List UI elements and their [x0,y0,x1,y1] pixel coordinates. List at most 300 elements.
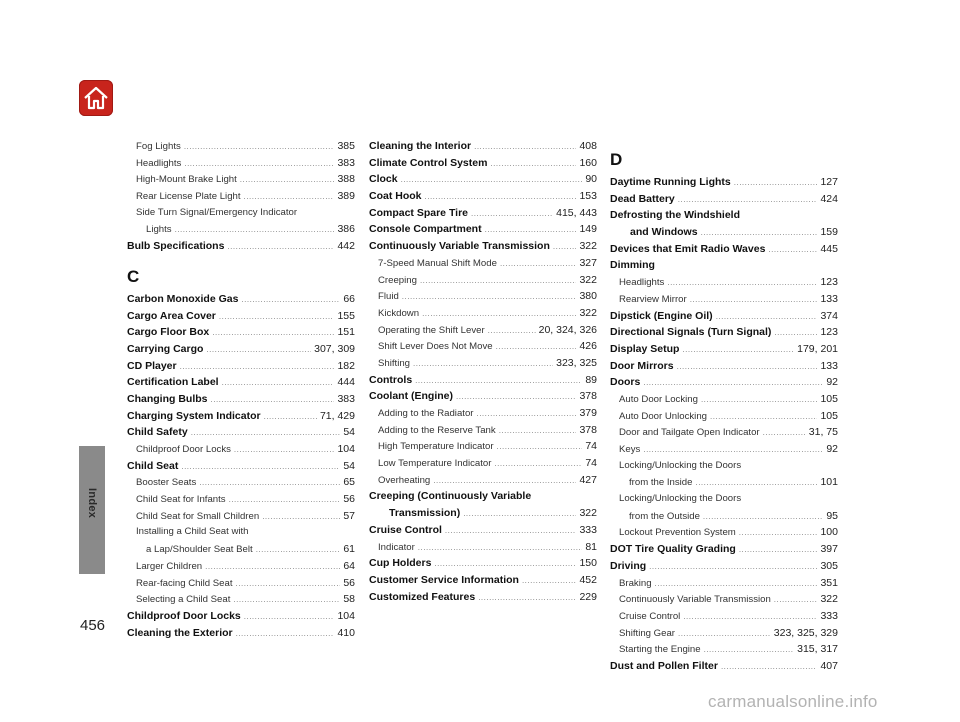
index-entry-label: Booster Seats [136,477,197,489]
index-entry[interactable] [127,625,355,642]
index-entry[interactable] [369,205,597,222]
index-entry-label: High Temperature Indicator [378,441,494,453]
index-entry-label: High-Mount Brake Light [136,174,237,186]
dot-leader [191,424,341,442]
index-entry-label: CD Player [127,359,177,372]
index-entry-label: Cruise Control [369,523,442,536]
index-entry-label: Customized Features [369,590,476,603]
index-entry-label: Child Seat for Infants [136,494,226,506]
index-entry-page[interactable]: 57 [343,509,355,522]
index-entry[interactable] [610,274,838,291]
dot-leader [683,609,817,626]
index-entry-label: Cleaning the Interior [369,140,472,152]
index-entry-page[interactable]: 92 [826,376,838,389]
index-entry-label: Cargo Area Cover [127,309,216,322]
index-entry[interactable] [127,238,355,255]
index-entry[interactable] [127,474,355,491]
index-entry-page[interactable]: 333 [820,609,838,622]
index-entry[interactable] [369,589,597,606]
dot-leader [494,456,582,473]
dot-leader [485,221,577,239]
index-entry-page[interactable]: 56 [343,493,355,506]
dot-leader [474,138,576,156]
index-entry [610,257,838,274]
index-entry[interactable] [127,508,355,525]
index-entry-label: Dust and Pollen Filter [610,659,718,672]
dot-leader [420,273,577,290]
index-entry[interactable] [369,272,597,289]
dot-leader [553,238,577,256]
index-entry-label: Locking/Unlocking the Doors [619,459,742,471]
index-entry-page[interactable]: 81 [585,540,597,553]
index-entry-page[interactable]: 323, 325 [556,356,597,369]
index-entry-label: Rear-facing Child Seat [136,577,233,589]
dot-leader [222,374,335,392]
dot-leader [402,289,577,306]
index-entry [127,524,355,541]
index-side-label: Index [86,488,98,519]
index-entry-label: Childproof Door Locks [136,444,231,455]
page-number: 456 [80,617,106,634]
index-entry-page[interactable]: 20, 324, 326 [538,323,597,336]
index-entry-label: Dead Battery [610,192,675,205]
index-entry-label: Low Temperature Indicator [378,458,492,470]
index-entry-page[interactable]: 149 [579,223,597,236]
index-entry-label: Dipstick (Engine Oil) [610,309,713,322]
index-entry-label: Side Turn Signal/Emergency Indicator [136,206,298,218]
index-entry[interactable] [369,539,597,556]
index-entry[interactable] [369,438,597,455]
index-entry-page[interactable]: 90 [585,173,597,186]
dot-leader [488,323,536,340]
index-entry-page[interactable]: 378 [579,390,597,403]
index-entry-page[interactable]: 155 [337,309,355,322]
index-entry-page[interactable]: 159 [820,226,838,239]
index-column-1 [127,138,355,641]
index-entry[interactable] [127,138,355,155]
index-entry-page[interactable]: 410 [337,626,355,639]
index-entry[interactable] [610,308,838,325]
dot-leader [175,222,335,239]
index-entry[interactable] [610,358,838,375]
index-entry-page[interactable]: 92 [826,443,838,455]
index-entry[interactable] [610,441,838,458]
dot-leader [649,558,817,576]
index-entry [610,207,838,224]
dot-leader [206,341,311,359]
index-entry-page[interactable]: 89 [585,373,597,386]
index-entry-page[interactable]: 150 [579,557,597,570]
dot-leader [227,238,334,256]
index-entry-label: DOT Tire Quality Grading [610,543,736,556]
index-entry-page[interactable]: 123 [820,276,838,289]
index-entry-label: Driving [610,559,647,572]
dot-leader [211,391,335,409]
index-entry[interactable] [127,155,355,172]
index-entry-page[interactable]: 351 [820,576,838,589]
index-entry-page[interactable]: 322 [579,240,597,253]
index-entry-page[interactable]: 179, 201 [797,342,838,355]
index-entry-page[interactable]: 74 [585,457,597,470]
index-entry-label: Locking/Unlocking the Doors [619,493,742,505]
dot-leader [401,171,583,189]
index-entry-label: Headlights [619,277,665,289]
dot-leader [655,576,818,593]
index-entry[interactable] [610,524,838,541]
index-entry-page[interactable]: 383 [337,156,355,169]
index-entry[interactable] [127,408,355,425]
dot-leader [256,542,341,559]
index-entry[interactable] [610,324,838,341]
index-entry-page[interactable]: 323, 325, 329 [773,626,838,639]
index-entry-label: Cruise Control [619,610,681,622]
index-entry[interactable] [127,424,355,441]
index-entry-page[interactable]: 385 [337,140,355,152]
index-entry[interactable] [610,558,838,575]
dot-leader [721,658,818,676]
dot-leader [456,388,576,406]
index-entry[interactable] [369,322,597,339]
index-entry-page[interactable]: 380 [579,290,597,303]
dot-leader [774,324,817,342]
index-entry[interactable] [610,474,838,491]
index-entry-label: Daytime Running Lights [610,176,731,188]
dot-leader [701,224,818,242]
dot-leader [667,275,817,292]
index-entry-label: Charging System Indicator [127,409,261,422]
index-entry-label: Creeping (Continuously Variable [369,490,532,503]
watermark-text: carmanualsonline.info [708,692,878,711]
index-entry-page[interactable]: 388 [337,173,355,186]
dot-leader [422,306,576,323]
index-entry-page[interactable]: 408 [579,140,597,152]
index-entry-label: Continuously Variable Transmission [369,240,550,253]
index-entry-label: Door Mirrors [610,359,674,372]
index-entry[interactable] [610,374,838,391]
index-entry-label: Changing Bulbs [127,392,208,405]
index-entry-label: and Windows [630,226,698,239]
index-entry[interactable] [127,188,355,205]
index-entry-page[interactable]: 407 [820,659,838,672]
index-entry-page[interactable]: 452 [579,573,597,586]
index-entry[interactable] [369,171,597,188]
index-entry[interactable] [127,575,355,592]
dot-leader [241,291,340,309]
index-entry[interactable] [369,522,597,539]
dot-leader [478,589,576,607]
index-entry-page[interactable]: 61 [343,543,355,556]
dot-leader [522,572,577,590]
index-entry-page[interactable]: 378 [579,423,597,436]
dot-leader [212,324,334,342]
dot-leader [678,191,818,209]
index-entry-page[interactable]: 305 [820,559,838,572]
index-entry[interactable] [369,405,597,422]
dot-leader [413,356,553,373]
dot-leader [704,642,795,659]
dot-leader [184,156,334,173]
index-entry-page[interactable]: 374 [820,309,838,322]
index-entry-page[interactable]: 66 [343,292,355,305]
index-entry[interactable] [610,591,838,608]
index-entry[interactable] [610,641,838,658]
index-entry[interactable] [610,508,838,525]
index-entry[interactable] [369,188,597,205]
index-column-2 [369,138,597,605]
index-entry-label: Starting the Engine [619,644,701,656]
index-entry-page[interactable]: 65 [343,476,355,489]
dot-leader [739,541,818,559]
index-entry [610,458,838,475]
dot-leader [682,341,794,359]
index-entry[interactable] [610,241,838,258]
index-entry[interactable] [369,355,597,372]
index-entry-label: Headlights [136,157,182,169]
index-entry-page[interactable]: 54 [343,459,355,472]
index-entry-page[interactable]: 229 [579,590,597,603]
index-entry-page[interactable]: 383 [337,392,355,405]
index-entry [610,491,838,508]
index-entry[interactable] [127,171,355,188]
index-entry-page[interactable]: 105 [820,409,838,422]
index-entry-label: Defrosting the Windshield [610,209,740,222]
index-entry-page[interactable]: 74 [585,440,597,453]
index-entry[interactable] [369,422,597,439]
dot-leader [643,442,823,459]
dot-leader [233,592,340,609]
index-entry-label: Adding to the Radiator [378,408,474,419]
index-entry[interactable] [127,308,355,325]
index-entry[interactable] [610,625,838,642]
index-entry[interactable] [127,358,355,375]
index-entry-page[interactable]: 54 [343,426,355,439]
index-entry-label: Console Compartment [369,223,482,236]
index-entry[interactable] [127,341,355,358]
index-entry[interactable] [610,224,838,241]
index-entry-label: Installing a Child Seat with [136,526,249,538]
index-entry-label: from the Outside [629,510,700,522]
index-entry-page[interactable]: 104 [337,443,355,455]
index-entry-label: Continuously Variable Transmission [619,594,771,606]
index-entry[interactable] [369,388,597,405]
index-entry-page[interactable]: 104 [337,609,355,622]
index-entry-page[interactable]: 445 [820,242,838,255]
dot-leader [497,439,583,456]
index-entry-page[interactable]: 386 [337,223,355,236]
home-button[interactable] [79,80,113,116]
index-entry[interactable] [369,372,597,389]
index-entry-page[interactable]: 64 [343,559,355,572]
index-entry[interactable] [610,391,838,408]
index-entry-page[interactable]: 100 [820,526,838,539]
index-entry[interactable] [369,138,597,155]
dot-leader [418,540,583,557]
index-entry-page[interactable]: 123 [820,326,838,339]
index-entry-page[interactable]: 415, 443 [556,206,597,219]
dot-leader [445,522,577,540]
index-entry[interactable] [127,391,355,408]
dot-leader [763,425,806,442]
index-entry-page[interactable]: 56 [343,576,355,589]
index-entry[interactable] [610,575,838,592]
dot-leader [471,205,553,223]
index-entry-page[interactable]: 424 [820,192,838,205]
index-entry-page[interactable]: 307, 309 [314,342,355,355]
dot-leader [434,555,576,573]
index-entry-page[interactable]: 153 [579,190,597,203]
dot-leader [703,509,823,526]
dot-leader [768,241,817,259]
index-entry-page[interactable]: 397 [820,543,838,556]
index-entry-page[interactable]: 71, 429 [319,409,355,422]
dot-leader [701,392,818,409]
index-entry-page[interactable]: 322 [579,306,597,319]
index-entry-page[interactable]: 442 [337,240,355,253]
index-entry[interactable] [610,541,838,558]
index-entry-label: Rear License Plate Light [136,191,241,203]
index-entry-label: Shifting Gear [619,627,675,639]
index-entry[interactable] [369,221,597,238]
index-entry-label: a Lap/Shoulder Seat Belt [146,544,253,556]
index-entry-label: Devices that Emit Radio Waves [610,242,766,255]
index-entry [369,488,597,505]
dot-leader [234,442,335,459]
dot-leader [199,475,340,492]
index-entry-page[interactable]: 133 [820,359,838,372]
index-entry-label: Certification Label [127,376,219,389]
dot-leader [476,406,576,423]
index-entry-label: Cup Holders [369,557,432,570]
dot-leader [425,188,577,206]
index-entry-page[interactable]: 105 [820,392,838,405]
index-entry-page[interactable]: 58 [343,593,355,606]
index-entry-label: Creeping [378,274,417,286]
index-entry[interactable] [610,191,838,208]
index-entry[interactable] [610,608,838,625]
index-entry-label: Clock [369,173,398,186]
index-entry-page[interactable]: 101 [820,476,838,489]
index-entry[interactable] [127,458,355,475]
index-entry[interactable] [369,255,597,272]
index-entry [127,205,355,222]
dot-leader [180,358,335,376]
index-entry-label: Coolant (Engine) [369,390,453,403]
index-entry[interactable] [127,591,355,608]
index-section-letter: D [610,150,623,169]
index-entry-page[interactable]: 327 [579,256,597,269]
index-entry-page[interactable]: 133 [820,292,838,305]
index-entry-label: Operating the Shift Lever [378,324,485,336]
index-entry[interactable] [127,291,355,308]
index-entry-page[interactable]: 427 [579,473,597,486]
index-entry-page[interactable]: 160 [579,156,597,169]
index-entry[interactable] [610,408,838,425]
index-entry[interactable] [127,608,355,625]
index-entry-page[interactable]: 444 [337,376,355,389]
index-entry-label: Cleaning the Exterior [127,626,233,639]
index-entry[interactable] [610,291,838,308]
index-entry[interactable] [369,238,597,255]
index-entry[interactable] [610,174,838,191]
index-entry-page[interactable]: 182 [337,359,355,372]
index-entry-label: Directional Signals (Turn Signal) [610,326,772,339]
index-entry-label: Selecting a Child Seat [136,594,231,606]
index-entry[interactable] [369,305,597,322]
index-entry-label: Display Setup [610,342,680,355]
dot-leader [415,372,582,390]
index-entry[interactable] [127,221,355,238]
dot-leader [643,374,823,392]
index-entry[interactable] [610,658,838,675]
index-entry-page[interactable]: 322 [820,593,838,606]
index-entry-page[interactable]: 151 [337,326,355,339]
dot-leader [244,608,335,626]
index-entry-label: Child Seat [127,459,179,472]
index-entry[interactable] [369,288,597,305]
index-entry[interactable] [369,455,597,472]
index-entry-label: Overheating [378,474,431,486]
index-entry[interactable] [369,555,597,572]
index-entry-label: Coat Hook [369,190,422,203]
index-entry-page[interactable]: 333 [579,523,597,536]
index-entry-label: Childproof Door Locks [127,609,241,622]
index-entry[interactable] [127,441,355,458]
index-entry-label: Climate Control System [369,156,488,169]
index-entry-label: Braking [619,577,652,589]
index-entry[interactable] [369,155,597,172]
index-entry[interactable] [369,572,597,589]
index-entry-page[interactable]: 426 [579,340,597,353]
index-entry-label: Shifting [378,357,410,369]
index-entry-label: Kickdown [378,307,420,319]
index-entry-page[interactable]: 315, 317 [797,643,838,656]
dot-leader [240,172,335,189]
index-entry[interactable] [127,558,355,575]
index-entry-label: from the Inside [629,477,693,489]
dot-leader [205,559,340,576]
index-entry-page[interactable]: 322 [579,507,597,520]
index-entry[interactable] [369,505,597,522]
index-entry-page[interactable]: 127 [820,176,838,188]
index-entry-page[interactable]: 379 [579,407,597,419]
index-entry-label: Lights [146,224,172,236]
index-entry[interactable] [369,472,597,489]
dot-leader [690,292,818,309]
dot-leader [677,358,818,376]
index-entry[interactable] [127,491,355,508]
index-entry[interactable] [610,424,838,441]
index-entry[interactable] [369,338,597,355]
index-entry-label: Indicator [378,541,415,553]
index-entry-page[interactable]: 31, 75 [808,426,838,439]
index-entry[interactable] [127,541,355,558]
dot-leader [236,576,341,593]
dot-leader [236,625,335,643]
index-entry[interactable] [127,374,355,391]
index-entry-page[interactable]: 322 [579,273,597,286]
dot-leader [716,308,818,326]
index-entry[interactable] [610,341,838,358]
index-entry-label: Child Safety [127,426,188,439]
dot-leader [244,189,335,206]
index-entry-page[interactable]: 95 [826,509,838,522]
index-entry-label: Compact Spare Tire [369,206,469,219]
index-entry[interactable] [127,324,355,341]
index-entry-label: Fluid [378,291,399,303]
index-entry-label: Shift Lever Does Not Move [378,341,493,353]
index-entry-page[interactable]: 389 [337,190,355,203]
index-column-3 [610,138,838,675]
